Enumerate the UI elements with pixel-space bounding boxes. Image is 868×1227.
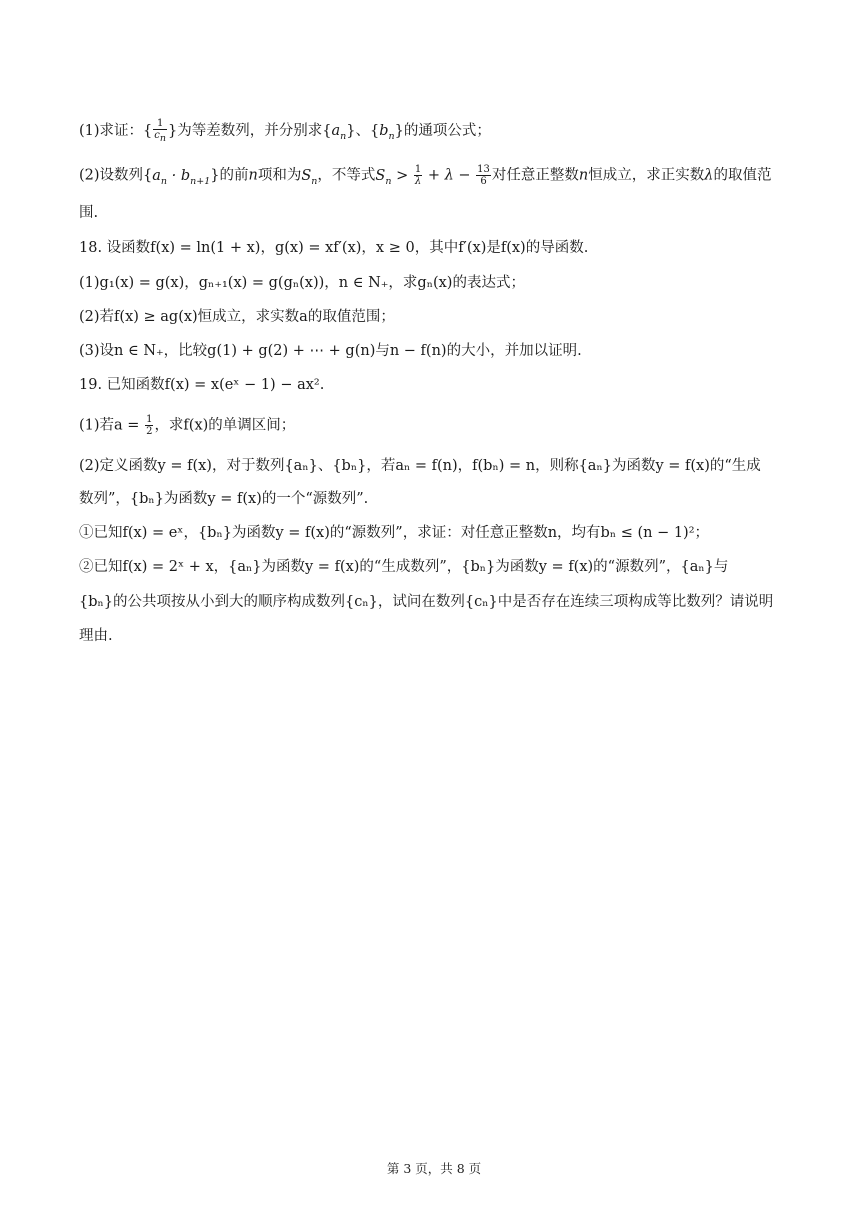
q18-stem: 18. 设函数f(x) = ln(1 + x)，g(x) = xf′(x)，x ≥ 0，其中f′(x)是f(x)的导函数. [79,240,589,256]
fraction-denominator: 6 [480,176,487,187]
q19-part2-line2: 数列”，{bₙ}为函数y = f(x)的一个“源数列”. [79,491,369,507]
var-n: n [248,167,258,184]
fraction-1-over-lambda [414,164,422,187]
var-lambda: λ [704,167,714,184]
text: ，求f(x)的单调区间； [154,417,296,434]
text: }的通项公式； [394,123,491,139]
fraction-denominator: λ [414,176,422,187]
fraction-13-over-6 [476,164,491,187]
q18-part1: (1)g₁(x) = g(x)，gₙ₊₁(x) = g(gₙ(x))，n ∈ N₊，求gₙ(x)的表达式； [79,275,525,291]
var-n: n [578,167,589,184]
fraction-1-over-cn [153,118,167,144]
a-n [331,123,347,142]
fraction-denominator: 2 [146,426,153,437]
text: (2)设数列{ [79,167,153,184]
q18-part3: (3)设n ∈ N₊，比较g(1) + g(2) + ⋯ + g(n)与n − f(n)的大小，并加以证明. [79,343,582,359]
q19-stem: 19. 已知函数f(x) = x(eˣ − 1) − ax². [79,377,325,393]
q19-part2-ii-line2: {bₙ}的公共项按从小到大的顺序构成数列{cₙ}，试问在数列{cₙ}中是否存在连续三项构成等比数列？请说明 [79,594,774,610]
inequality: $S_n$ > [375,167,413,187]
text: 的取值范 [713,167,772,184]
var-c: c [154,130,160,141]
fraction-numerator: 1 [146,414,153,425]
q17-part2 [79,164,808,191]
q18-part2: (2)若f(x) ≥ ag(x)恒成立，求实数a的取值范围； [79,309,395,325]
fraction-one-half [145,414,153,437]
an-bn1: $a_n \cdot b_{n+1}$ [152,167,211,187]
q19-part2-line1: (2)定义函数y = f(x)，对于数列{aₙ}、{bₙ}，若aₙ = f(n)，f(bₙ) = n，则称{aₙ}为函数y = f(x)的“生成 [79,458,761,474]
fraction-numerator: 1 [414,164,422,175]
text: 恒成立，求正实数 [588,167,705,184]
subscript-n: n [159,133,166,144]
text: ，不等式 [317,167,376,184]
text: (1)若a = [79,417,145,434]
q19-part2-i: ①已知f(x) = eˣ，{bₙ}为函数y = f(x)的“源数列”，求证：对任意正整数n，均有bₙ ≤ (n − 1)²； [79,525,710,541]
var-b: b [379,123,389,139]
fraction-numerator: 1 [153,118,167,130]
text: (1)求证：{ [79,123,153,139]
S-n: $S_n$ [301,167,318,187]
text: }的前 [210,167,249,184]
subscript-n: n [388,130,395,142]
fraction-denominator [153,130,167,144]
q19-part1 [79,414,808,437]
subscript-n: n [340,130,347,142]
fraction-numerator: 13 [477,164,490,175]
q17-part2-wrap: 围. [79,205,99,221]
plus-lambda-minus: + λ − [423,167,476,184]
text: 项和为 [257,167,302,184]
page-footer: 第 3 页，共 8 页 [386,1161,482,1176]
text: }、{ [346,123,380,139]
text: 对任意正整数 [491,167,579,184]
q19-part2-ii-line1: ②已知f(x) = 2ˣ + x，{aₙ}为函数y = f(x)的“生成数列”，{bₙ}为函数y = f(x)的“源数列”，{aₙ}与 [79,559,729,575]
text: }为等差数列，并分别求{ [168,123,332,139]
var-a: a [331,123,341,139]
q19-part2-ii-line3: 理由. [79,628,113,644]
q17-part1 [79,118,808,147]
b-n [379,123,395,142]
